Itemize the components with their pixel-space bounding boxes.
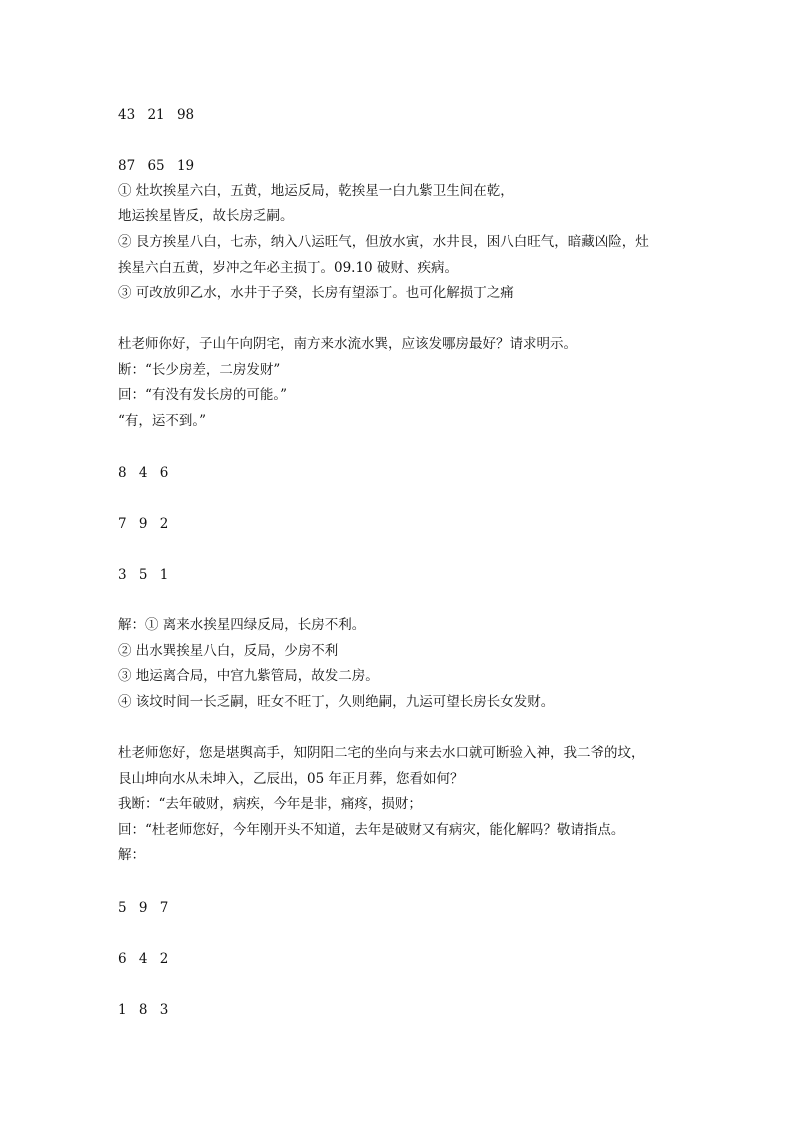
question-paragraph: 杜老师你好，子山午向阴宅，南方来水流水巽，应该发哪房最好？请求明示。 xyxy=(118,336,577,352)
section3-line1: 解：① 离来水挨星四绿反局，长房不利。 xyxy=(118,617,366,633)
grid2-row2: 7 9 2 xyxy=(118,516,169,532)
judgement-line: 断：“长少房差，二房发财” xyxy=(118,362,281,378)
grid2-row1: 8 4 6 xyxy=(118,465,169,481)
reply-line: 回：“有没有发长房的可能。” xyxy=(118,387,288,403)
section3-line3: ③ 地运离合局，中宫九紫管局，故发二房。 xyxy=(118,668,379,684)
grid3-row3: 1 8 3 xyxy=(118,1002,169,1018)
grid2-row3: 3 5 1 xyxy=(118,567,169,583)
section1-line2: 地运挨星皆反，故长房乏嗣。 xyxy=(118,208,294,224)
section1-line5: ③ 可改放卯乙水，水井于子癸，长房有望添丁。也可化解损丁之痛 xyxy=(118,285,514,301)
section1-line1: ① 灶坎挨星六白，五黄，地运反局，乾挨星一白九紫卫生间在乾， xyxy=(118,183,514,199)
section4-line4: 回：“杜老师您好，今年刚开头不知道，去年是破财又有病灾，能化解吗？敬请指点。 xyxy=(118,822,625,838)
section1-line3: ② 艮方挨星八白，七赤，纳入八运旺气，但放水寅，水井艮，困八白旺气，暗藏凶险，灶 xyxy=(118,234,649,250)
section4-line2: 艮山坤向水从未坤入，乙辰出，05 年正月葬，您看如何？ xyxy=(118,771,464,787)
section3-line2: ② 出水巽挨星八白，反局，少房不利 xyxy=(118,643,339,659)
section4-line1: 杜老师您好，您是堪舆高手，知阴阳二宅的坐向与来去水口就可断验入神，我二爷的坟， xyxy=(118,745,645,761)
section4-line3: 我断：“去年破财，病疾，今年是非，痛疼，损财； xyxy=(118,796,422,812)
grid1-row2: 87 65 19 xyxy=(118,158,195,174)
section4-line5: 解： xyxy=(118,847,145,863)
section1-line4: 挨星六白五黄，岁冲之年必主损丁。09.10 破财、疾病。 xyxy=(118,260,458,276)
grid3-row1: 5 9 7 xyxy=(118,900,169,916)
grid1-row1: 43 21 98 xyxy=(118,107,195,123)
answer-line: “有，运不到。” xyxy=(118,413,207,429)
grid3-row2: 6 4 2 xyxy=(118,951,169,967)
section3-line4: ④ 该坟时间一长乏嗣，旺女不旺丁，久则绝嗣，九运可望长房长女发财。 xyxy=(118,694,555,710)
